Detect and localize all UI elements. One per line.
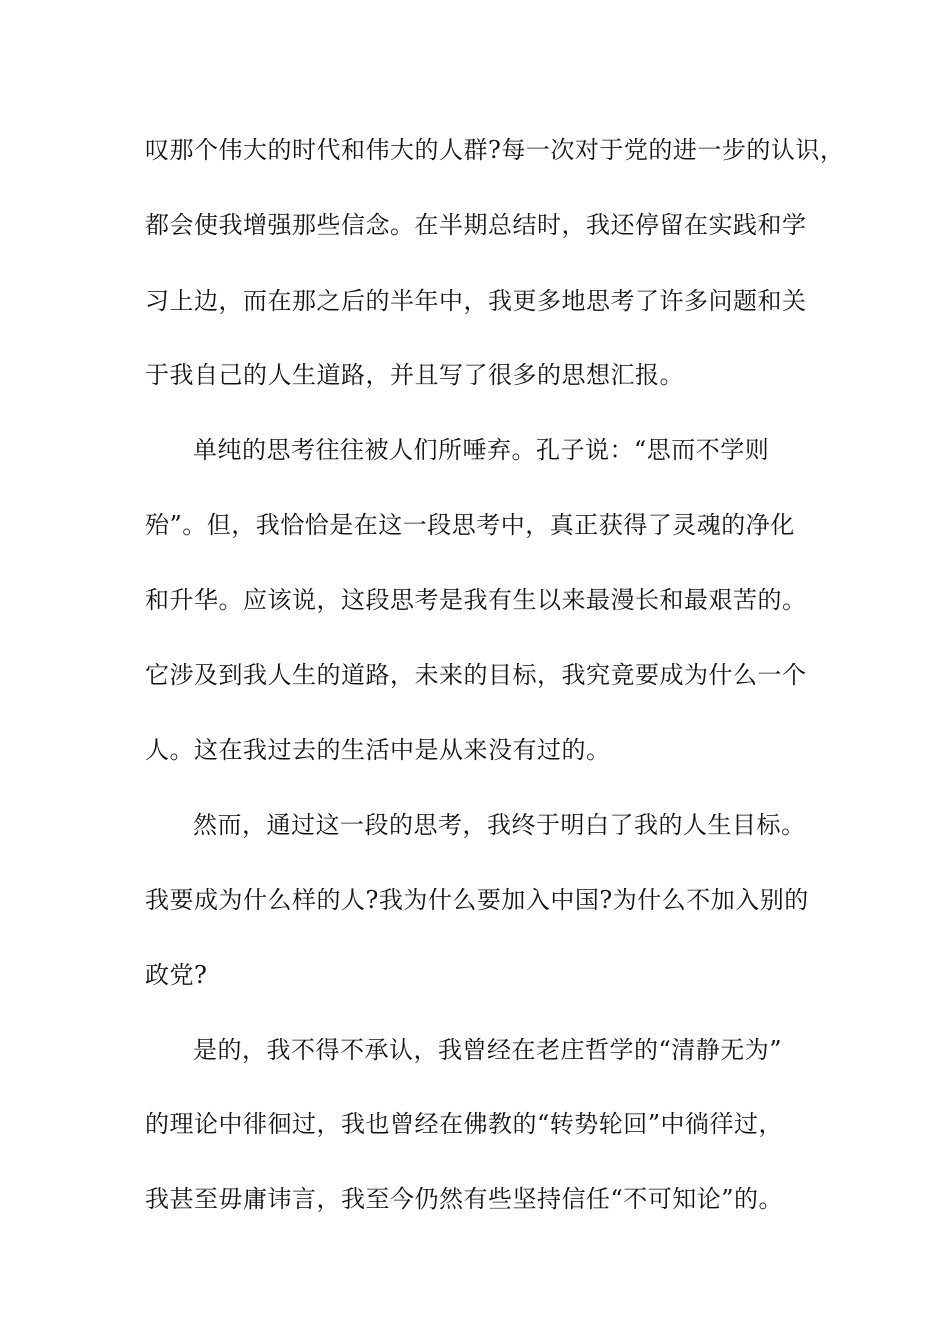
text-line: 殆”。但，我恰恰是在这一段思考中，真正获得了灵魂的净化 bbox=[145, 511, 795, 539]
text-line: 叹那个伟大的时代和伟大的人群?每一次对于党的进一步的认识， bbox=[145, 136, 845, 164]
text-line: 它涉及到我人生的道路，未来的目标，我究竟要成为什么一个 bbox=[145, 661, 807, 689]
text-line: 和升华。应该说，这段思考是我有生以来最漫长和最艰苦的。 bbox=[145, 586, 807, 614]
text-line: 人。这在我过去的生活中是从来没有过的。 bbox=[145, 736, 611, 764]
paragraph-first-line: 单纯的思考往往被人们所唾弃。孔子说：“思而不学则 bbox=[193, 436, 770, 464]
text-line: 于我自己的人生道路，并且写了很多的思想汇报。 bbox=[145, 361, 684, 389]
text-line: 都会使我增强那些信念。在半期总结时，我还停留在实践和学 bbox=[145, 211, 807, 239]
text-line: 的理论中徘徊过，我也曾经在佛教的“转势轮回”中徜徉过， bbox=[145, 1110, 784, 1138]
text-line: 我要成为什么样的人?我为什么要加入中国?为什么不加入别的 bbox=[145, 886, 809, 914]
paragraph-first-line: 然而，通过这一段的思考，我终于明白了我的人生目标。 bbox=[193, 811, 806, 839]
text-line: 政党? bbox=[145, 961, 208, 989]
text-line: 习上边，而在那之后的半年中，我更多地思考了许多问题和关 bbox=[145, 287, 807, 315]
paragraph-first-line: 是的，我不得不承认，我曾经在老庄哲学的“清静无为” bbox=[193, 1036, 783, 1064]
text-line: 我甚至毋庸讳言，我至今仍然有些坚持信任“不可知论”的。 bbox=[145, 1185, 784, 1213]
